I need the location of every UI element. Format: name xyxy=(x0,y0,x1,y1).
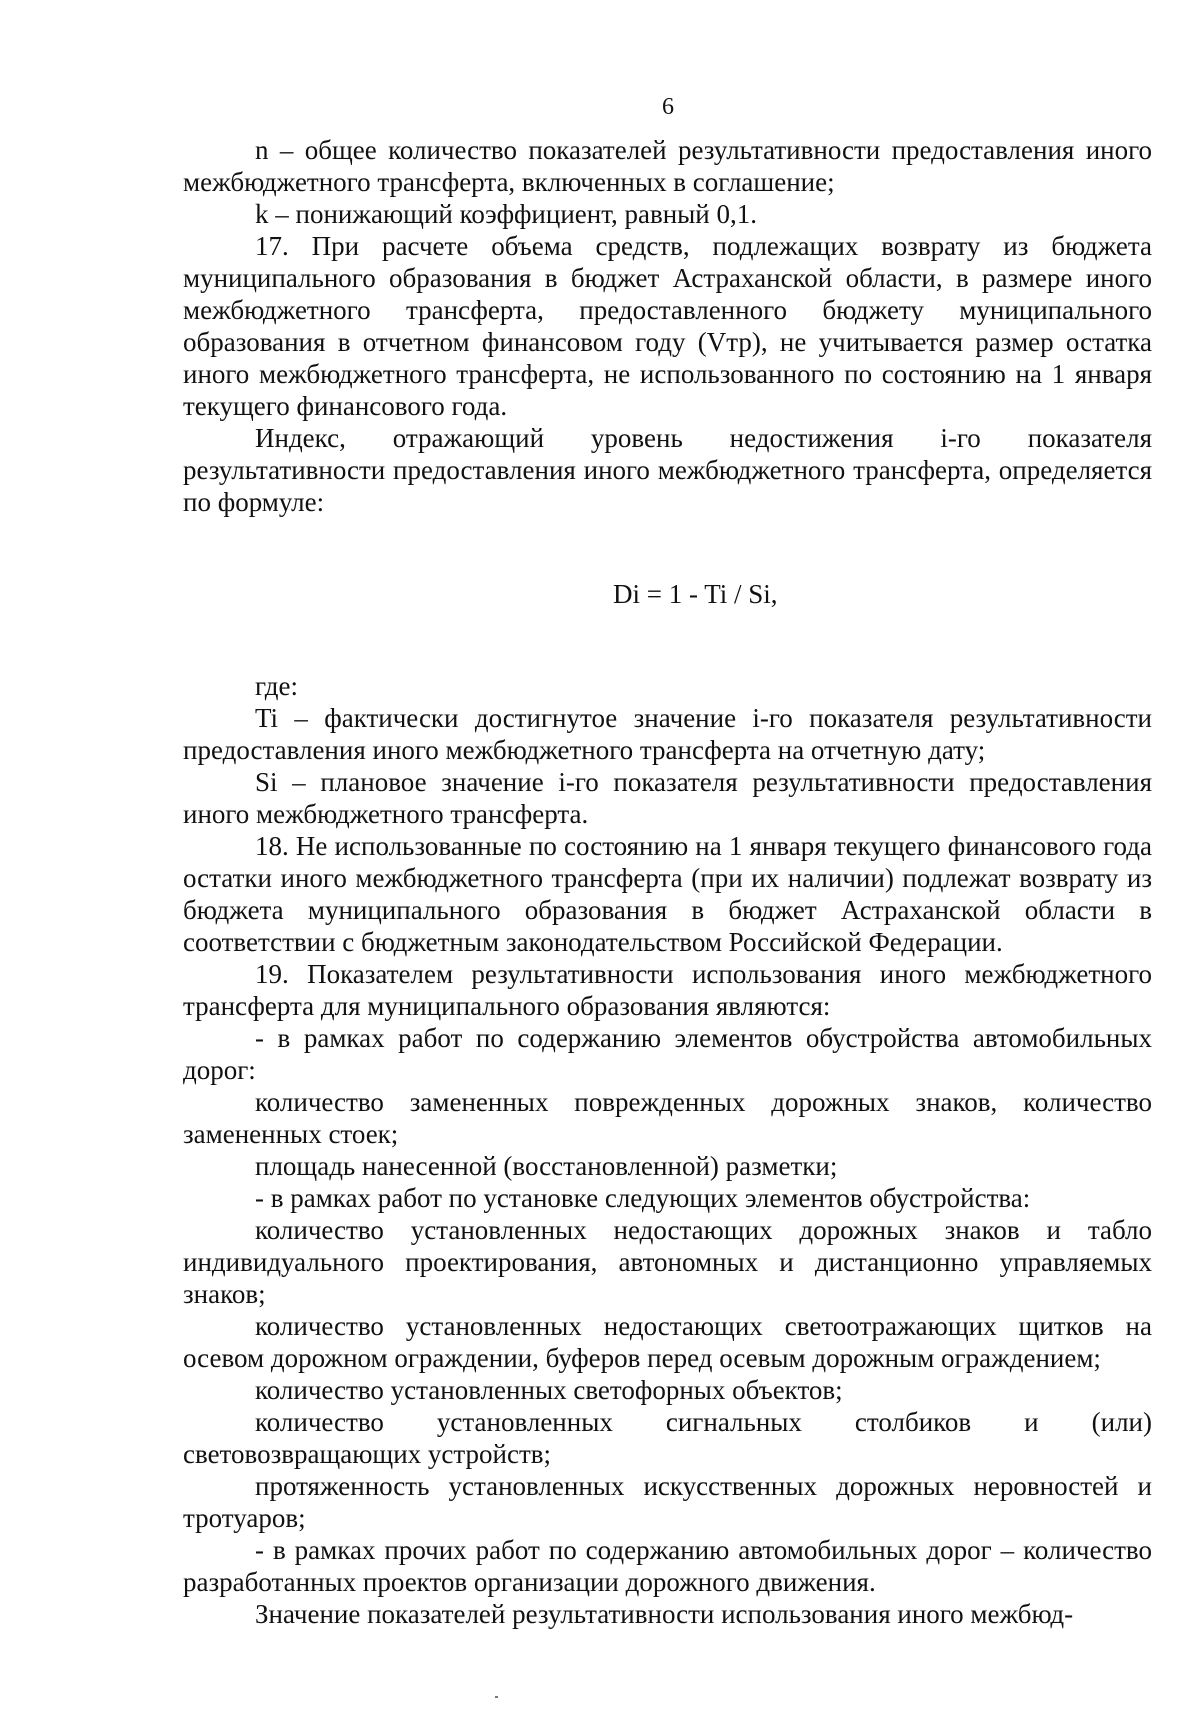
paragraph-n-definition: n – общее количество показателей результативности предоставления иного межбюджетного трансферта, включенных в соглашение; xyxy=(183,135,1152,197)
paragraph-k-definition: k – понижающий коэффициент, равный 0,1. xyxy=(255,199,758,229)
list-item-replaced-signs: количество замененных поврежденных дорожных знаков, количество замененных стоек; xyxy=(183,1087,1152,1149)
list-item-reflective-shields: количество установленных недостающих светоотражающих щитков на осевом дорожном ограждении, буферов перед осевым дорожным ограждением; xyxy=(183,1311,1152,1373)
paragraph-ti-definition: Ti – фактически достигнутое значение i-го показателя результативности предоставления иного межбюджетного трансферта на отчетную дату; xyxy=(183,703,1152,765)
list-item-maintenance: - в рамках работ по содержанию элементов обустройства автомобильных дорог: xyxy=(183,1023,1152,1085)
scan-speck xyxy=(495,1696,498,1698)
paragraph-index-intro: Индекс, отражающий уровень недостижения i-го показателя результативности предоставления иного межбюджетного трансферта, определяется по формуле: xyxy=(183,423,1152,517)
formula-di: Di = 1 - Ti / Si, xyxy=(613,579,778,609)
paragraph-19: 19. Показателем результативности использования иного межбюджетного трансферта для муниципального образования являются: xyxy=(183,959,1152,1021)
list-item-installed-signs: количество установленных недостающих дорожных знаков и табло индивидуального проектирования, автономных и дистанционно управляемых знаков; xyxy=(183,1215,1152,1309)
list-item-other-works: - в рамках прочих работ по содержанию автомобильных дорог – количество разработанных проектов организации дорожного движения. xyxy=(183,1535,1152,1597)
list-item-marking-area: площадь нанесенной (восстановленной) разметки; xyxy=(255,1151,838,1181)
list-item-traffic-lights: количество установленных светофорных объектов; xyxy=(255,1375,843,1405)
list-item-signal-posts: количество установленных сигнальных столбиков и (или) световозвращающих устройств; xyxy=(183,1407,1152,1469)
where-label: где: xyxy=(255,671,298,701)
paragraph-17: 17. При расчете объема средств, подлежащих возврату из бюджета муниципального образования в бюджет Астраханской области, в размере иного межбюджетного трансферта, предоставленного бюджету муниципального образования в отчетном финансовом году (Vтр), не учитывается размер остатка иного межбюджетного трансферта, не использованного по состоянию на 1 января текущего финансового года. xyxy=(183,231,1152,421)
page-number: 6 xyxy=(662,94,674,120)
list-item-road-bumps: протяженность установленных искусственных дорожных неровностей и тротуаров; xyxy=(183,1471,1152,1533)
paragraph-si-definition: Si – плановое значение i-го показателя результативности предоставления иного межбюджетного трансферта. xyxy=(183,767,1152,829)
paragraph-final-fragment: Значение показателей результативности использования иного межбюд- xyxy=(255,1599,1074,1629)
document-body xyxy=(183,134,1152,1630)
paragraph-18: 18. Не использованные по состоянию на 1 января текущего финансового года остатки иного межбюджетного трансферта (при их наличии) подлежат возврату из бюджета муниципального образования в бюджет Астраханской области в соответствии с бюджетным законодательством Российской Федерации. xyxy=(183,831,1152,957)
list-item-installation: - в рамках работ по установке следующих элементов обустройства: xyxy=(255,1183,1031,1213)
formula-block xyxy=(183,518,1152,670)
